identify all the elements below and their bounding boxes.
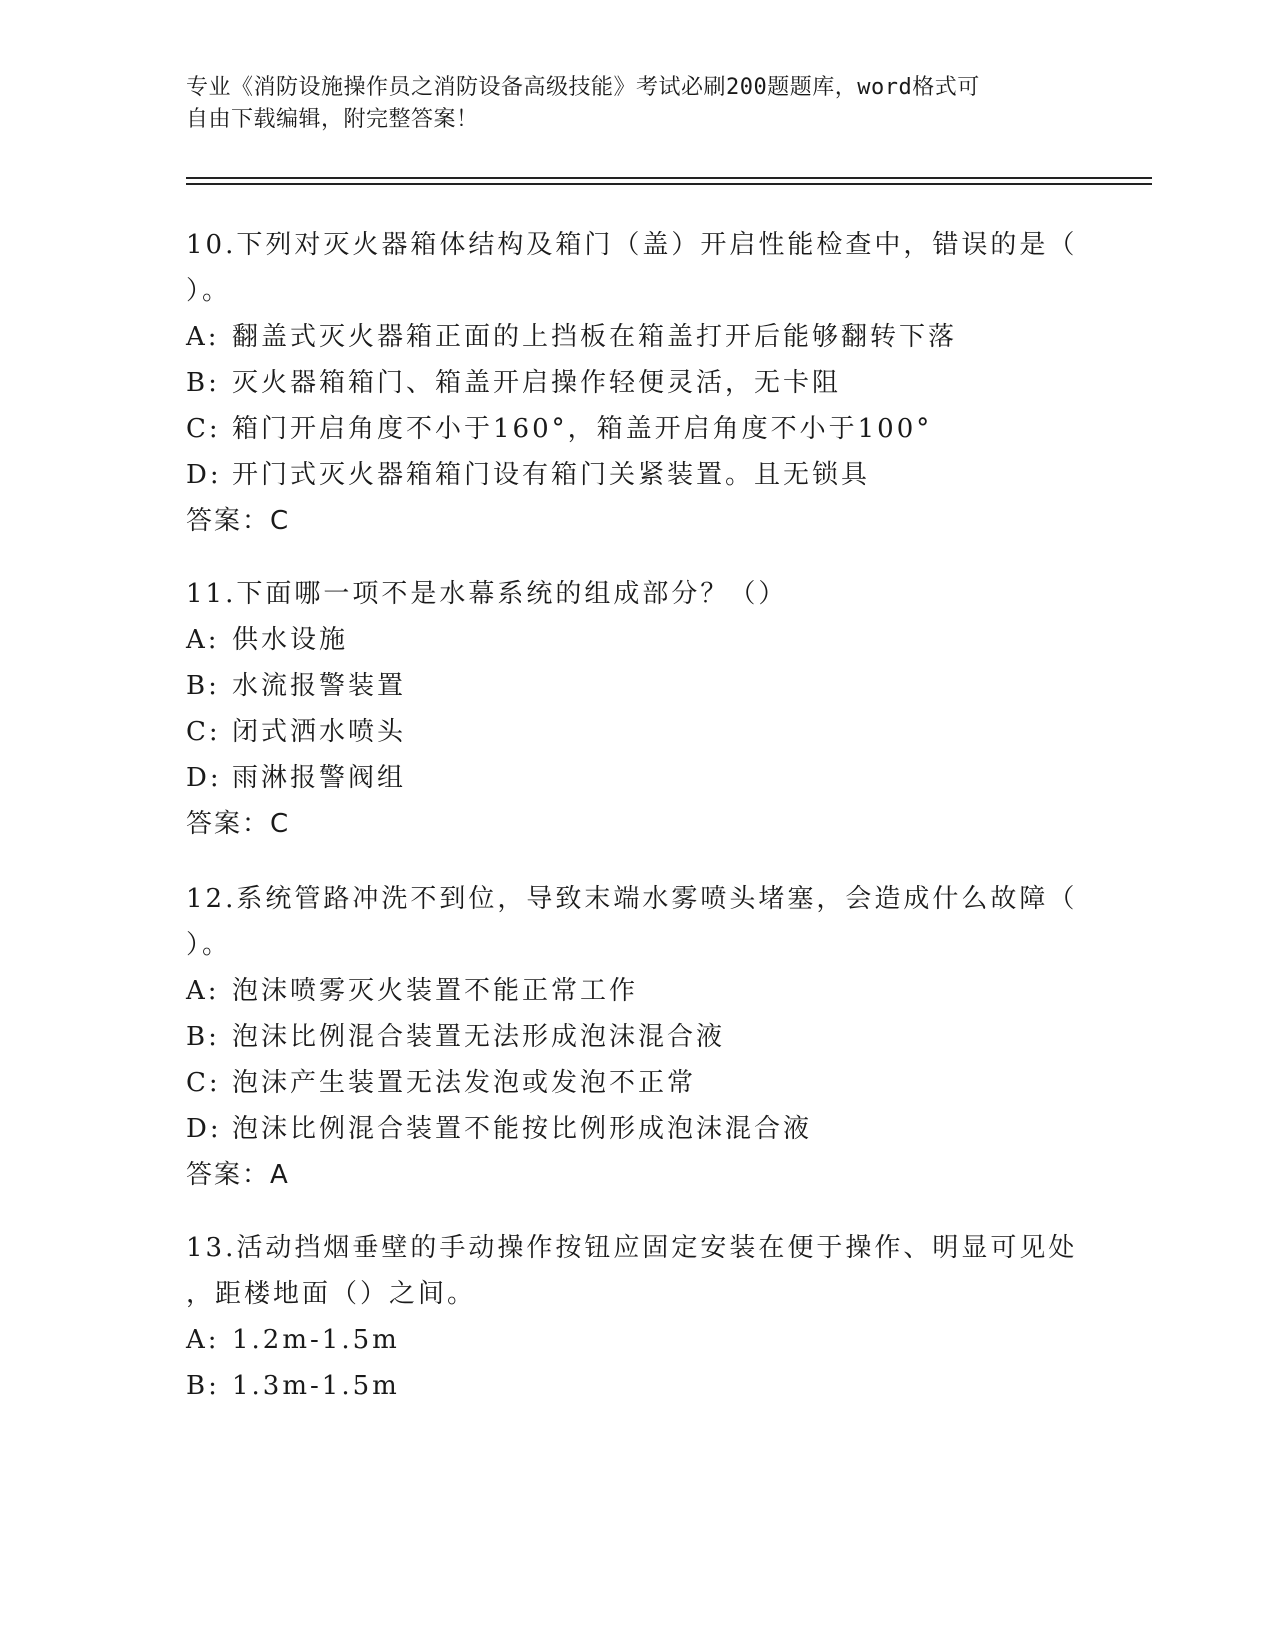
question-text bbox=[186, 222, 1086, 314]
option-b bbox=[186, 360, 1086, 406]
question-text-line: 11.下面哪一项不是水幕系统的组成部分？（） bbox=[186, 579, 788, 609]
option-a bbox=[186, 968, 1086, 1014]
option-letter: D: bbox=[186, 763, 222, 793]
answer-line: 答案：A bbox=[186, 1160, 290, 1190]
answer-line: 答案：C bbox=[186, 506, 291, 536]
header-line-2: 自由下载编辑，附完整答案！ bbox=[186, 107, 479, 132]
option-letter: C: bbox=[186, 414, 221, 444]
option-text: 雨淋报警阀组 bbox=[232, 763, 407, 793]
header-line-1: 专业《消防设施操作员之消防设备高级技能》考试必刷200题题库，word格式可 bbox=[186, 75, 980, 100]
answer-line: 答案：C bbox=[186, 809, 291, 839]
question-text bbox=[186, 876, 1086, 968]
question-text-line: ）。 bbox=[186, 930, 232, 960]
option-letter: B: bbox=[186, 1022, 220, 1052]
question-text-line: ）。 bbox=[186, 276, 232, 306]
option-c bbox=[186, 1060, 1086, 1106]
option-text: 供水设施 bbox=[232, 625, 349, 655]
option-c bbox=[186, 406, 1086, 452]
question-text-line: 13.活动挡烟垂壁的手动操作按钮应固定安装在便于操作、明显可见处 bbox=[186, 1233, 1078, 1263]
document-header bbox=[186, 72, 1086, 136]
question-text-line: ，距楼地面（）之间。 bbox=[186, 1279, 477, 1309]
option-text: 泡沫比例混合装置无法形成泡沫混合液 bbox=[232, 1022, 726, 1052]
question-text-line: 12.系统管路冲洗不到位，导致末端水雾喷头堵塞，会造成什么故障（ bbox=[186, 884, 1078, 914]
option-text: 灭火器箱箱门、箱盖开启操作轻便灵活，无卡阻 bbox=[232, 368, 842, 398]
option-a bbox=[186, 1317, 1086, 1363]
option-letter: B: bbox=[186, 368, 220, 398]
option-text: 泡沫比例混合装置不能按比例形成泡沫混合液 bbox=[232, 1114, 813, 1144]
option-letter: A: bbox=[186, 976, 220, 1006]
option-letter: D: bbox=[186, 460, 222, 490]
header-divider-bottom bbox=[186, 183, 1152, 185]
option-d bbox=[186, 755, 1086, 801]
option-text: 翻盖式灭火器箱正面的上挡板在箱盖打开后能够翻转下落 bbox=[232, 322, 958, 352]
option-letter: D: bbox=[186, 1114, 222, 1144]
question-text bbox=[186, 571, 1086, 617]
option-letter: B: bbox=[186, 1371, 220, 1401]
option-b bbox=[186, 1014, 1086, 1060]
question-10 bbox=[186, 222, 1086, 544]
question-13 bbox=[186, 1225, 1086, 1409]
option-text: 1.3m-1.5m bbox=[232, 1371, 400, 1401]
question-text-line: 10.下列对灭火器箱体结构及箱门（盖）开启性能检查中，错误的是（ bbox=[186, 230, 1078, 260]
option-letter: A: bbox=[186, 1325, 220, 1355]
option-text: 箱门开启角度不小于160°，箱盖开启角度不小于100° bbox=[232, 414, 933, 444]
option-text: 泡沫产生装置无法发泡或发泡不正常 bbox=[232, 1068, 697, 1098]
option-d bbox=[186, 452, 1086, 498]
question-12 bbox=[186, 876, 1086, 1198]
option-letter: A: bbox=[186, 625, 220, 655]
option-b bbox=[186, 663, 1086, 709]
question-11 bbox=[186, 571, 1086, 847]
option-c bbox=[186, 709, 1086, 755]
header-divider-top bbox=[186, 177, 1152, 179]
option-d bbox=[186, 1106, 1086, 1152]
option-text: 水流报警装置 bbox=[232, 671, 407, 701]
question-text bbox=[186, 1225, 1086, 1317]
option-text: 闭式洒水喷头 bbox=[232, 717, 407, 747]
option-text: 1.2m-1.5m bbox=[232, 1325, 400, 1355]
option-letter: A: bbox=[186, 322, 220, 352]
option-text: 泡沫喷雾灭火装置不能正常工作 bbox=[232, 976, 639, 1006]
option-b bbox=[186, 1363, 1086, 1409]
option-text: 开门式灭火器箱箱门设有箱门关紧装置。且无锁具 bbox=[232, 460, 871, 490]
option-letter: C: bbox=[186, 717, 221, 747]
option-letter: B: bbox=[186, 671, 220, 701]
option-a bbox=[186, 314, 1086, 360]
option-letter: C: bbox=[186, 1068, 221, 1098]
option-a bbox=[186, 617, 1086, 663]
